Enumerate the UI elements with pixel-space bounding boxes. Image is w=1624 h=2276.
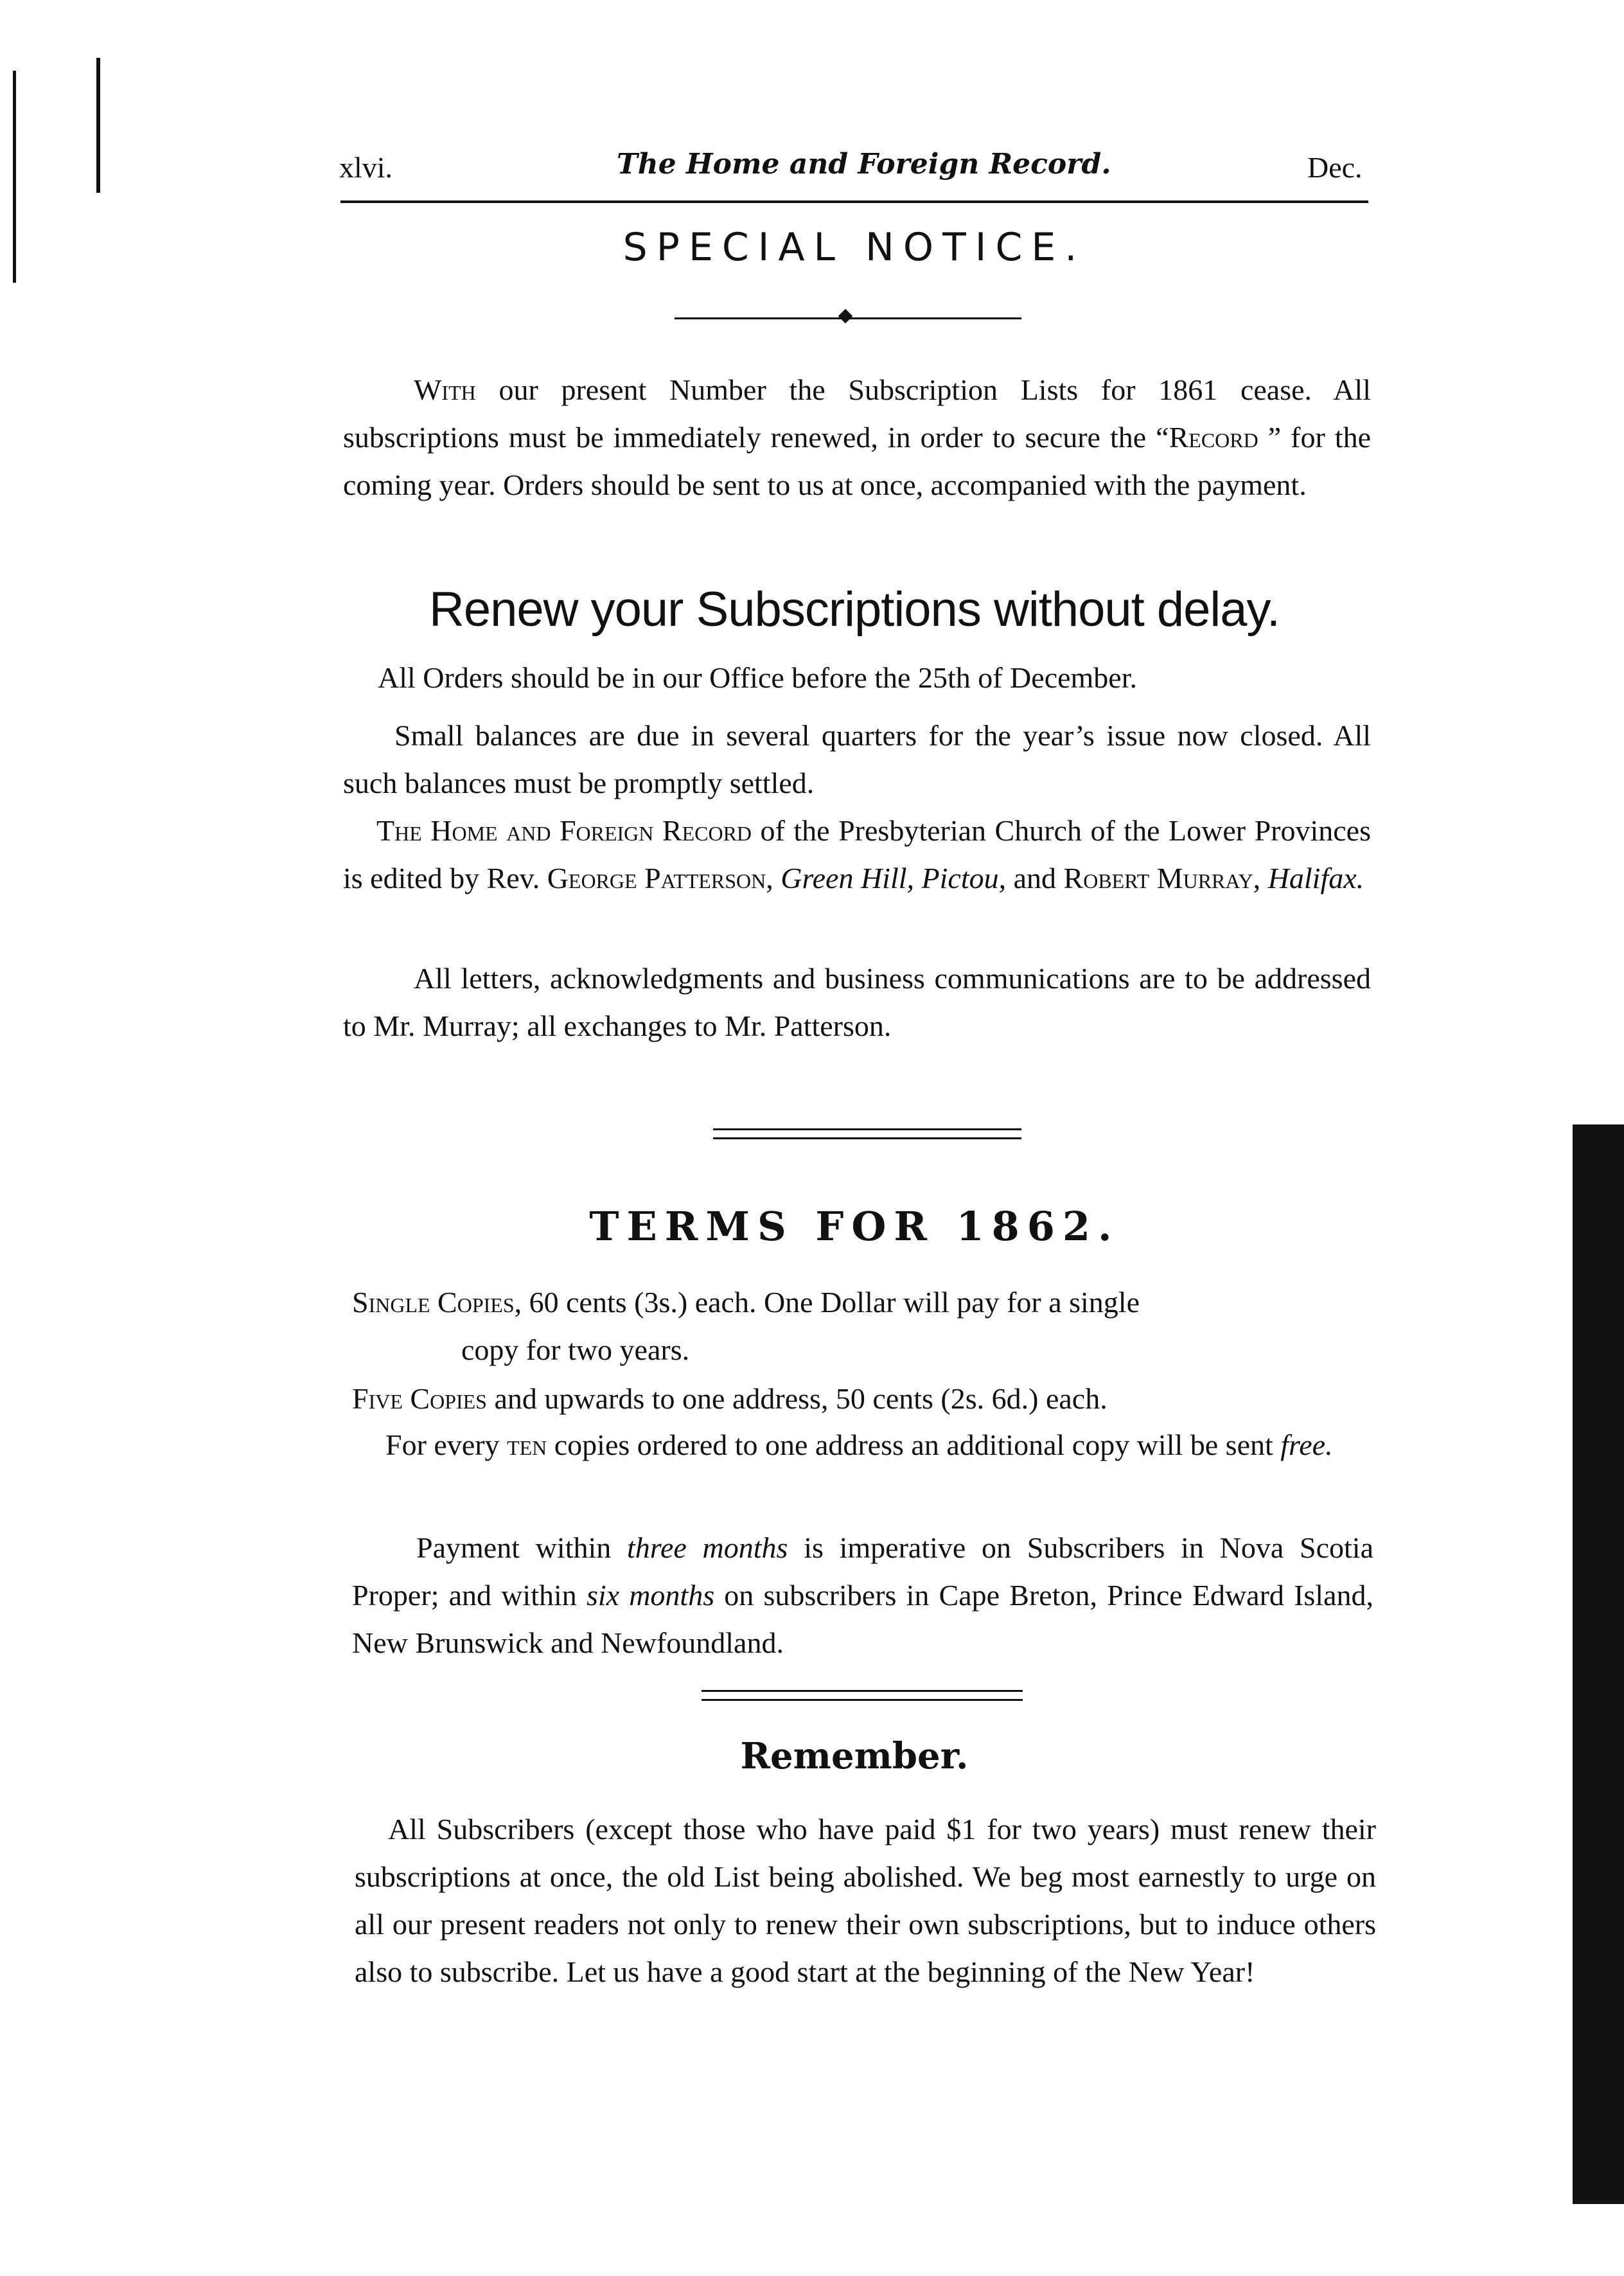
notice-text: ” for the coming year. Orders should be sent to us at once, accompanied with the payment. xyxy=(343,421,1371,501)
payment-text: on subscribers in Cape Breton, Prince Edward Island, New Brunswick and Newfoundland. xyxy=(352,1579,1373,1659)
orders-deadline-text: All Orders should be in our Office before the 25th of December. xyxy=(378,661,1138,694)
murray-location: Halifax. xyxy=(1267,862,1364,894)
remember-divider-bottom xyxy=(702,1699,1023,1701)
section-divider-top xyxy=(713,1128,1021,1130)
editors-text: of the Presbyterian Church of the Lower Provinces is edited by Rev. xyxy=(343,814,1371,894)
special-notice-heading: SPECIAL NOTICE. xyxy=(622,225,1086,270)
record-term: Record xyxy=(1169,421,1258,454)
renew-headline: Renew your Subscriptions without delay. xyxy=(428,582,1280,637)
remember-divider-top xyxy=(702,1690,1023,1692)
single-copies-label: Single Copies, xyxy=(352,1286,522,1319)
notice-divider-ornament xyxy=(838,309,853,324)
five-copies-label: Five Copies xyxy=(352,1382,487,1415)
single-copies-text: 60 cents (3s.) each. One Dollar will pay for a single xyxy=(522,1286,1140,1319)
patterson-location: Green Hill, Pictou, xyxy=(781,862,1007,894)
terms-ten-copies xyxy=(352,1421,1373,1469)
remember-heading: Remember. xyxy=(740,1735,969,1777)
journal-title: The Home and Foreign Record. xyxy=(617,148,1111,181)
payment-text: is imperative on Subscribers in Nova Scotia Proper; and within xyxy=(352,1531,1374,1612)
editors-paragraph xyxy=(343,807,1371,902)
payment-paragraph xyxy=(352,1524,1373,1667)
left-scan-edge xyxy=(13,71,16,283)
terms-single-copies xyxy=(352,1279,1380,1374)
three-months: three months xyxy=(627,1531,788,1564)
right-scan-edge xyxy=(1573,1125,1624,2204)
space xyxy=(773,862,781,894)
record-name: The Home and Foreign Record xyxy=(376,814,752,847)
notice-text: our present Number the Subscription Lists for 1861 cease. All subscriptions must be immediately renewed, in order to secure the “ xyxy=(343,373,1371,454)
notice-paragraph-1 xyxy=(343,366,1371,509)
five-copies-text: and upwards to one address, 50 cents (2s. 6d.) each. xyxy=(486,1382,1108,1415)
free-word: free. xyxy=(1280,1428,1333,1461)
left-scan-edge-mark xyxy=(96,58,100,193)
ten-label: ten xyxy=(507,1428,547,1461)
month-label: Dec. xyxy=(1307,151,1363,184)
remember-paragraph: All Subscribers (except those who have paid $1 for two years) must renew their subscriptions at once, the old List being abolished. We beg most earnestly to urge on all our present readers not only to renew their own subscriptions, but to induce others also to subscribe. Let us have a good start at the beginning of the New Year! xyxy=(355,1813,1376,1988)
section-divider-bottom xyxy=(713,1137,1021,1139)
header-rule xyxy=(340,200,1368,203)
single-copies-text-cont: copy for two years. xyxy=(461,1333,690,1366)
editor-patterson: George Patterson, xyxy=(547,862,773,894)
editors-text: and xyxy=(1006,862,1064,894)
six-months: six months xyxy=(586,1579,715,1612)
ten-copies-text: For every xyxy=(385,1428,508,1461)
letters-paragraph: All letters, acknowledgments and business communications are to be addressed to Mr. Murray; all exchanges to Mr. Patterson. xyxy=(343,962,1371,1042)
space xyxy=(1260,862,1268,894)
balances-paragraph: Small balances are due in several quarters for the year’s issue now closed. All such balances must be promptly settled. xyxy=(343,719,1371,799)
terms-five-copies xyxy=(352,1375,1380,1423)
ten-copies-text: copies ordered to one address an additional copy will be sent xyxy=(547,1428,1281,1461)
editor-murray: Robert Murray, xyxy=(1063,862,1261,894)
payment-text: Payment within xyxy=(416,1531,628,1564)
terms-heading: TERMS FOR 1862. xyxy=(589,1203,1120,1250)
notice-lead-word: With xyxy=(414,373,476,406)
page-number: xlvi. xyxy=(339,151,393,184)
